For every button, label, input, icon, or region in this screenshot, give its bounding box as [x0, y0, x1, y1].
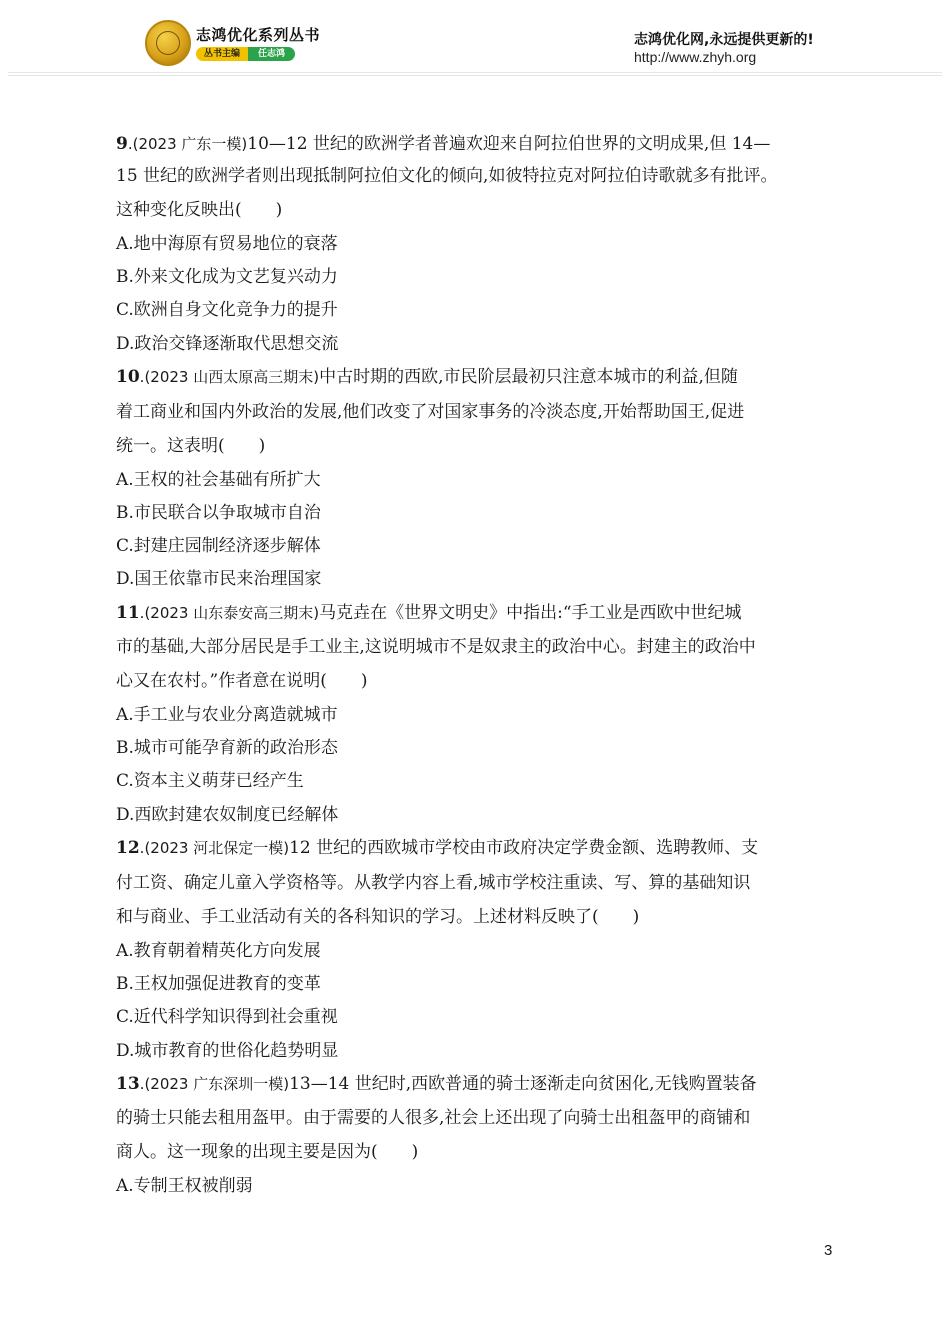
answer-option: B.外来文化成为文艺复兴动力: [116, 267, 338, 287]
question-stem-line: 10.(2023 山西太原高三期末)中古时期的西欧,市民阶层最初只注意本城市的利益,但随: [116, 367, 738, 387]
answer-option: D.城市教育的世俗化趋势明显: [116, 1041, 339, 1061]
question-stem-line: 付工资、确定儿童入学资格等。从教学内容上看,城市学校注重读、写、算的基础知识: [116, 873, 751, 893]
answer-option: C.欧洲自身文化竞争力的提升: [116, 300, 338, 320]
question-stem-line: 这种变化反映出( ): [116, 200, 283, 220]
question-stem-line: 11.(2023 山东泰安高三期末)马克垚在《世界文明史》中指出:“手工业是西欧中世纪城: [116, 603, 742, 623]
answer-option: C.资本主义萌芽已经产生: [116, 771, 304, 791]
answer-option: A.王权的社会基础有所扩大: [116, 470, 321, 490]
answer-option: B.城市可能孕育新的政治形态: [116, 738, 338, 758]
answer-option: A.地中海原有贸易地位的衰落: [116, 234, 338, 254]
question-stem-line: 着工商业和国内外政治的发展,他们改变了对国家事务的冷淡态度,开始帮助国王,促进: [116, 402, 745, 422]
question-stem-line: 15 世纪的欧洲学者则出现抵制阿拉伯文化的倾向,如彼特拉克对阿拉伯诗歌就多有批评。: [116, 166, 778, 186]
brand-editor-label: 丛书主编: [196, 47, 248, 61]
answer-option: A.专制王权被削弱: [116, 1176, 253, 1196]
page-header: [0, 0, 950, 80]
brand-title: 志鸿优化系列丛书: [196, 26, 321, 44]
question-stem-line: 12.(2023 河北保定一模)12 世纪的西欧城市学校由市政府决定学费金额、选聘教师、支: [116, 838, 759, 858]
answer-option: C.封建庄园制经济逐步解体: [116, 536, 321, 556]
question-source: .(2023 河北保定一模): [139, 839, 290, 857]
site-slogan: 志鸿优化网,永远提供更新的!: [634, 32, 814, 48]
question-stem-line: 的骑士只能去租用盔甲。由于需要的人很多,社会上还出现了向骑士出租盔甲的商铺和: [116, 1108, 751, 1128]
brand-editor-bar: [196, 47, 295, 61]
answer-option: D.国王依靠市民来治理国家: [116, 569, 322, 589]
question-number: 11: [116, 603, 140, 623]
answer-option: A.手工业与农业分离造就城市: [116, 705, 338, 725]
page-number: 3: [824, 1242, 833, 1259]
answer-option: C.近代科学知识得到社会重视: [116, 1007, 338, 1027]
question-source: .(2023 广东深圳一模): [139, 1075, 290, 1093]
question-stem-line: 统一。这表明( ): [116, 436, 266, 456]
question-number: 9: [116, 134, 128, 154]
question-source: .(2023 广东一模): [127, 135, 248, 153]
answer-option: D.政治交锋逐渐取代思想交流: [116, 334, 339, 354]
brand-editor-name: 任志鸿: [248, 47, 295, 61]
question-stem-line: 商人。这一现象的出现主要是因为( ): [116, 1142, 419, 1162]
question-stem-line: 13.(2023 广东深圳一模)13—14 世纪时,西欧普通的骑士逐渐走向贫困化,无钱购置装备: [116, 1074, 757, 1094]
question-number: 13: [116, 1074, 140, 1094]
question-stem-line: 心又在农村。”作者意在说明( ): [116, 671, 368, 691]
answer-option: A.教育朝着精英化方向发展: [116, 941, 321, 961]
question-stem-line: 9.(2023 广东一模)10—12 世纪的欧洲学者普遍欢迎来自阿拉伯世界的文明成果,但 14—: [116, 134, 771, 154]
question-source: .(2023 山西太原高三期末): [139, 368, 320, 386]
question-number: 12: [116, 838, 140, 858]
question-stem-line: 和与商业、手工业活动有关的各科知识的学习。上述材料反映了( ): [116, 907, 640, 927]
answer-option: D.西欧封建农奴制度已经解体: [116, 805, 339, 825]
question-stem-line: 市的基础,大部分居民是手工业主,这说明城市不是奴隶主的政治中心。封建主的政治中: [116, 637, 756, 657]
question-number: 10: [116, 367, 140, 387]
site-url: http://www.zhyh.org: [634, 49, 757, 65]
header-divider: [8, 72, 942, 78]
answer-option: B.市民联合以争取城市自治: [116, 503, 321, 523]
brand-logo-icon: [145, 20, 191, 66]
question-source: .(2023 山东泰安高三期末): [139, 604, 320, 622]
answer-option: B.王权加强促进教育的变革: [116, 974, 321, 994]
